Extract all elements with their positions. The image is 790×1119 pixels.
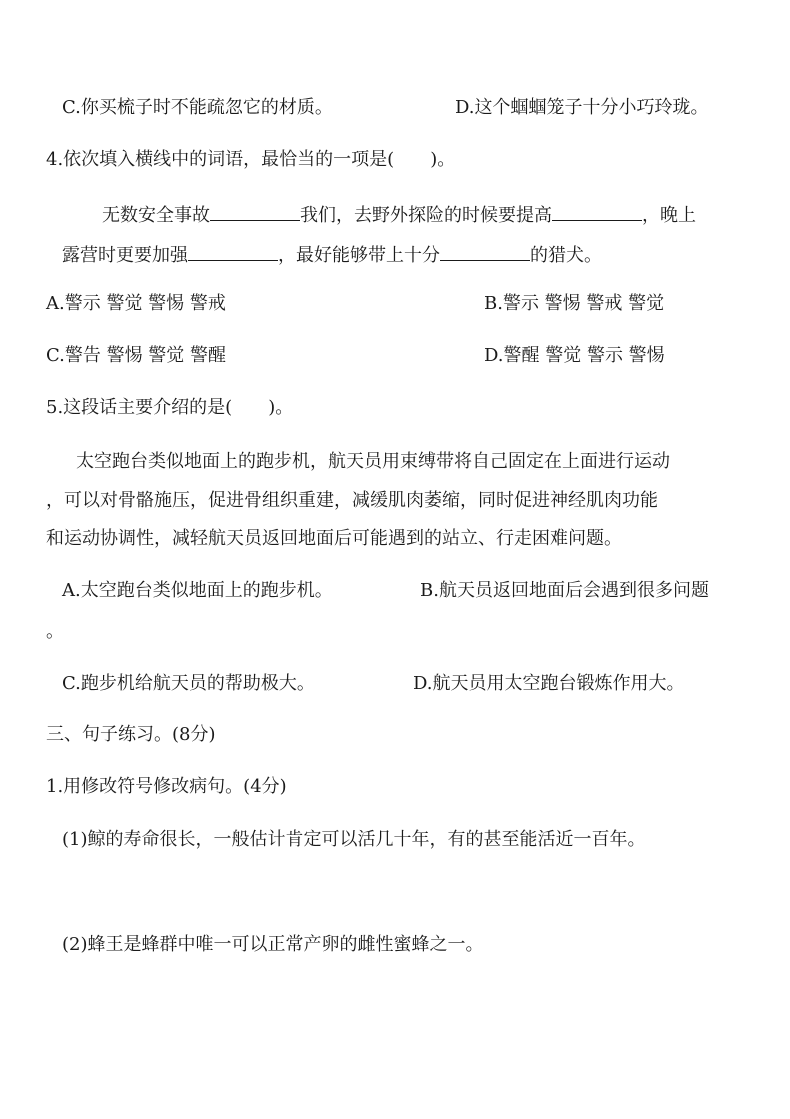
fill-blank[interactable] [440,242,530,261]
q4-passage-text: 无数安全事故 [102,205,210,226]
q4-option-d: D.警醒 警觉 警示 警惕 [484,345,665,366]
q5-option-d: D.航天员用太空跑台锻炼作用大。 [413,673,685,694]
sentence-2: (2)蜂王是蜂群中唯一可以正常产卵的雌性蜜蜂之一。 [62,934,484,955]
q5-passage-line-2: ，可以对骨骼施压，促进骨组织重建，减缓肌肉萎缩，同时促进神经肌肉功能 [46,490,658,511]
q4-passage-text: 我们，去野外探险的时候要提高 [300,205,552,226]
q3-option-c: C.你买梳子时不能疏忽它的材质。 [62,97,333,118]
q4-passage-text: 的猎犬。 [530,245,602,266]
sentence-1: (1)鲸的寿命很长，一般估计肯定可以活几十年，有的甚至能活近一百年。 [62,829,646,850]
q5-option-c: C.跑步机给航天员的帮助极大。 [62,673,315,694]
section-heading: 三、句子练习。(8分) [46,724,216,745]
fill-blank[interactable] [210,202,300,221]
q5-passage-line-3: 和运动协调性，减轻航天员返回地面后可能遇到的站立、行走困难问题。 [46,528,622,549]
q4-option-a: A.警示 警觉 警惕 警戒 [46,293,226,314]
fill-blank[interactable] [552,202,642,221]
q4-passage-text: 露营时更要加强 [62,245,188,266]
q5-option-b-tail: 。 [46,621,64,642]
q5-option-a: A.太空跑台类似地面上的跑步机。 [62,580,333,601]
q4-passage-line-1 [102,202,696,228]
q4-option-b: B.警示 警惕 警戒 警觉 [484,293,665,314]
q4-passage-text: ，晚上 [642,205,696,226]
q4-passage-text: ，最好能够带上十分 [278,245,440,266]
q5-passage-line-1: 太空跑台类似地面上的跑步机，航天员用束缚带将自己固定在上面进行运动 [76,451,670,472]
q4-question: 4.依次填入横线中的词语，最恰当的一项是( )。 [46,149,456,170]
section3-q1: 1.用修改符号修改病句。(4分) [46,776,287,797]
fill-blank[interactable] [188,242,278,261]
q4-passage-line-2 [62,242,602,268]
q5-option-b: B.航天员返回地面后会遇到很多问题 [420,580,709,601]
q3-option-d: D.这个蝈蝈笼子十分小巧玲珑。 [455,97,709,118]
q5-question: 5.这段话主要介绍的是( )。 [46,397,294,418]
q4-option-c: C.警告 警惕 警觉 警醒 [46,345,227,366]
